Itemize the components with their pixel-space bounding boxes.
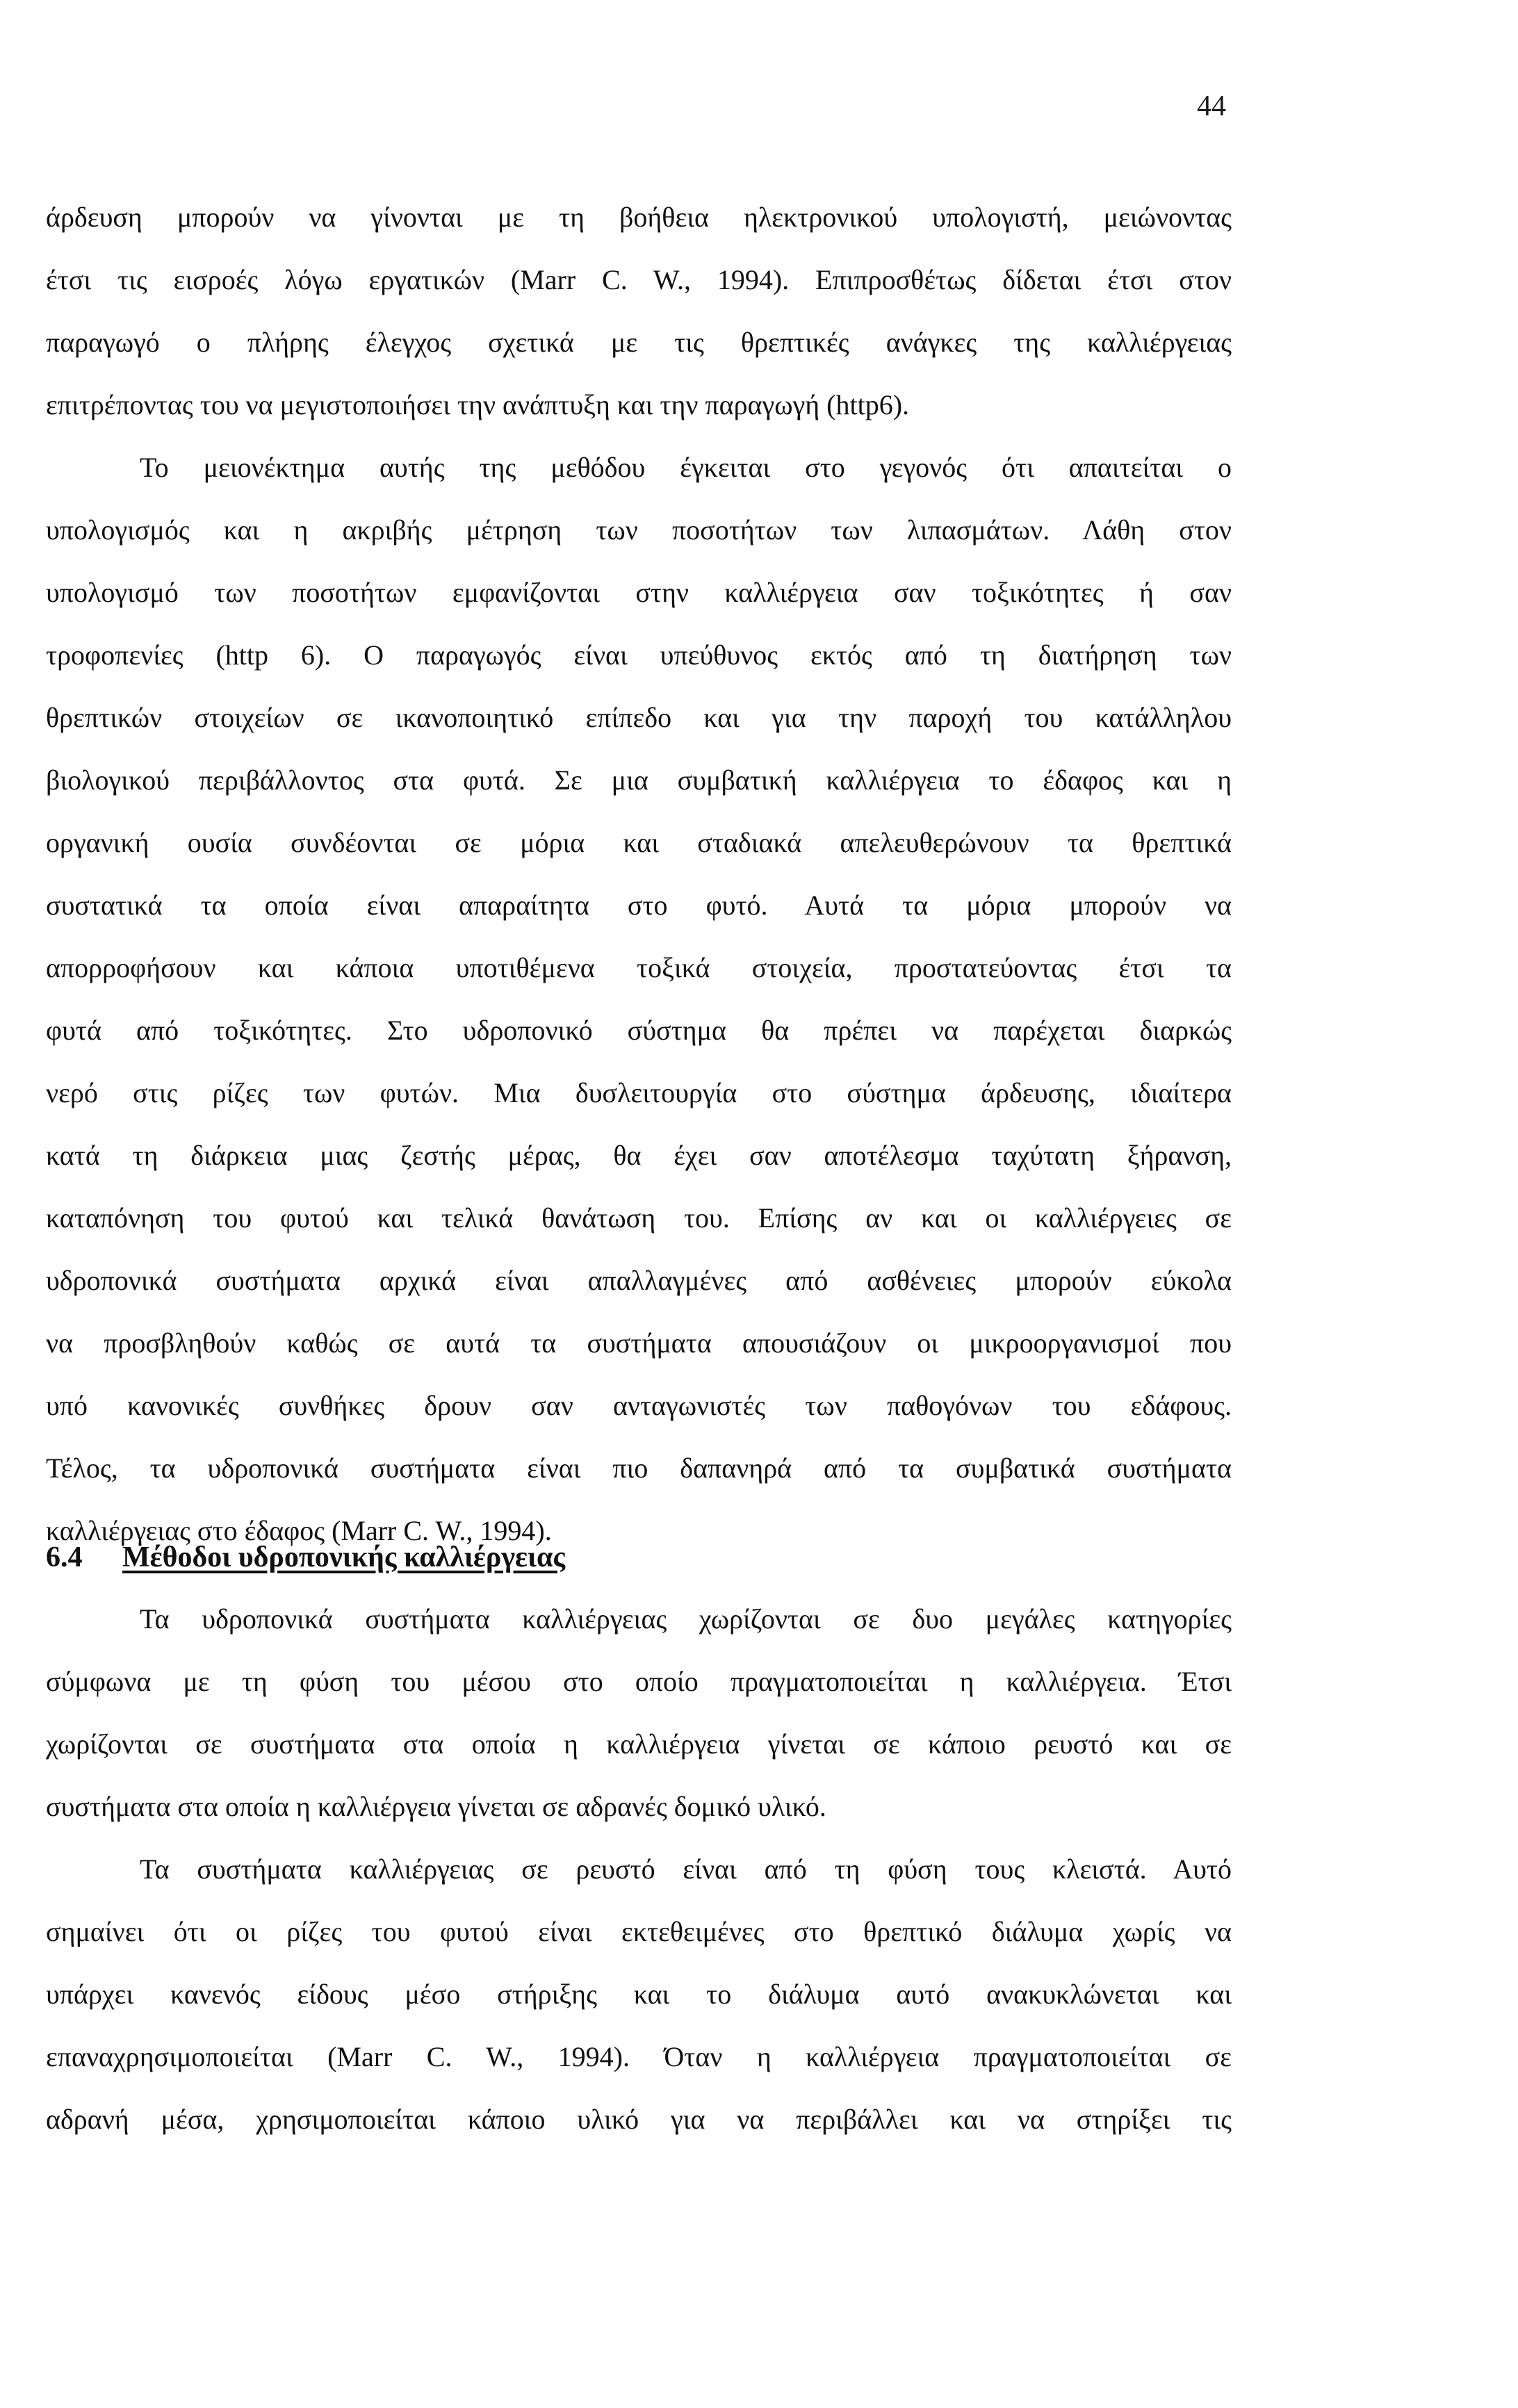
text-line: παραγωγό ο πλήρης έλεγχος σχετικά με τις θρεπτικές ανάγκες της καλλιέργειας (46, 327, 1232, 358)
text-line: τροφοπενίες (http 6). Ο παραγωγός είναι υπεύθυνος εκτός από τη διατήρηση των (46, 639, 1232, 671)
text-line: υπό κανονικές συνθήκες δρουν σαν ανταγωνιστές των παθογόνων του εδάφους. (46, 1390, 1232, 1421)
text-line: οργανική ουσία συνδέονται σε μόρια και σταδιακά απελευθερώνουν τα θρεπτικά (46, 827, 1232, 858)
text-line: άρδευση μπορούν να γίνονται με τη βοήθεια ηλεκτρονικού υπολογιστή, μειώνοντας (46, 202, 1232, 233)
paragraph-4 (46, 1838, 1232, 2151)
text-line: καταπόνηση του φυτού και τελικά θανάτωση του. Επίσης αν και οι καλλιέργειες σε (46, 1202, 1232, 1234)
section-heading (46, 1526, 565, 1589)
text-line: κατά τη διάρκεια μιας ζεστής μέρας, θα έχει σαν αποτέλεσμα ταχύτατη ξήρανση, (46, 1140, 1232, 1171)
paragraph-3 (46, 1588, 1232, 1838)
section-title: Μέθοδοι υδροπονικής καλλιέργειας (122, 1541, 566, 1573)
text-line: επιτρέποντας του να μεγιστοποιήσει την ανάπτυξη και την παραγωγή (http6). (46, 389, 910, 420)
text-line: συστήματα στα οποία η καλλιέργεια γίνεται σε αδρανές δομικό υλικό. (46, 1791, 826, 1822)
text-line: να προσβληθούν καθώς σε αυτά τα συστήματα απουσιάζουν οι μικροοργανισμοί που (46, 1327, 1232, 1359)
text-line: αδρανή μέσα, χρησιμοποιείται κάποιο υλικό για να περιβάλλει και να στηρίξει τις (46, 2104, 1232, 2135)
text-line: υδροπονικά συστήματα αρχικά είναι απαλλαγμένες από ασθένειες μπορούν εύκολα (46, 1265, 1232, 1296)
text-line: υπολογισμό των ποσοτήτων εμφανίζονται στην καλλιέργεια σαν τοξικότητες ή σαν (46, 577, 1232, 608)
text-line: έτσι τις εισροές λόγω εργατικών (Marr C. W., 1994). Επιπροσθέτως δίδεται έτσι στον (46, 264, 1232, 295)
text-line: βιολογικού περιβάλλοντος στα φυτά. Σε μια συμβατική καλλιέργεια το έδαφος και η (46, 764, 1232, 796)
text-line: υπάρχει κανενός είδους μέσο στήριξης και το διάλυμα αυτό ανακυκλώνεται και (46, 1979, 1232, 2010)
text-line: Τα υδροπονικά συστήματα καλλιέργειας χωρίζονται σε δυο μεγάλες κατηγορίες (140, 1603, 1232, 1635)
text-line: σημαίνει ότι οι ρίζες του φυτού είναι εκτεθειμένες στο θρεπτικό διάλυμα χωρίς να (46, 1916, 1232, 1947)
text-line: Τα συστήματα καλλιέργειας σε ρευστό είναι από τη φύση τους κλειστά. Αυτό (140, 1853, 1232, 1885)
text-line: συστατικά τα οποία είναι απαραίτητα στο φυτό. Αυτά τα μόρια μπορούν να (46, 890, 1232, 921)
section-number: 6.4 (46, 1541, 83, 1573)
text-line: απορροφήσουν και κάποια υποτιθέμενα τοξικά στοιχεία, προστατεύοντας έτσι τα (46, 952, 1232, 983)
text-line: Τέλος, τα υδροπονικά συστήματα είναι πιο δαπανηρά από τα συμβατικά συστήματα (46, 1452, 1232, 1484)
text-line: Το μειονέκτημα αυτής της μεθόδου έγκειται στο γεγονός ότι απαιτείται ο (140, 452, 1232, 483)
text-line: χωρίζονται σε συστήματα στα οποία η καλλιέργεια γίνεται σε κάποιο ρευστό και σε (46, 1728, 1232, 1760)
text-line: καλλιέργειας στο έδαφος (Marr C. W., 1994). (46, 1515, 552, 1546)
body-text-bottom (46, 1588, 1232, 2151)
paragraph-1 (46, 186, 1232, 436)
text-line: σύμφωνα με τη φύση του μέσου στο οποίο πραγματοποιείται η καλλιέργεια. Έτσι (46, 1666, 1232, 1697)
body-text-top (46, 186, 1232, 1562)
page-number: 44 (1197, 90, 1226, 122)
text-line: υπολογισμός και η ακριβής μέτρηση των ποσοτήτων των λιπασμάτων. Λάθη στον (46, 514, 1232, 546)
paragraph-2 (46, 436, 1232, 1562)
text-line: νερό στις ρίζες των φυτών. Μια δυσλειτουργία στο σύστημα άρδευσης, ιδιαίτερα (46, 1077, 1232, 1108)
text-line: φυτά από τοξικότητες. Στο υδροπονικό σύστημα θα πρέπει να παρέχεται διαρκώς (46, 1015, 1232, 1046)
text-line: θρεπτικών στοιχείων σε ικανοποιητικό επίπεδο και για την παροχή του κατάλληλου (46, 702, 1232, 733)
text-line: επαναχρησιμοποιείται (Marr C. W., 1994). Όταν η καλλιέργεια πραγματοποιείται σε (46, 2041, 1232, 2072)
